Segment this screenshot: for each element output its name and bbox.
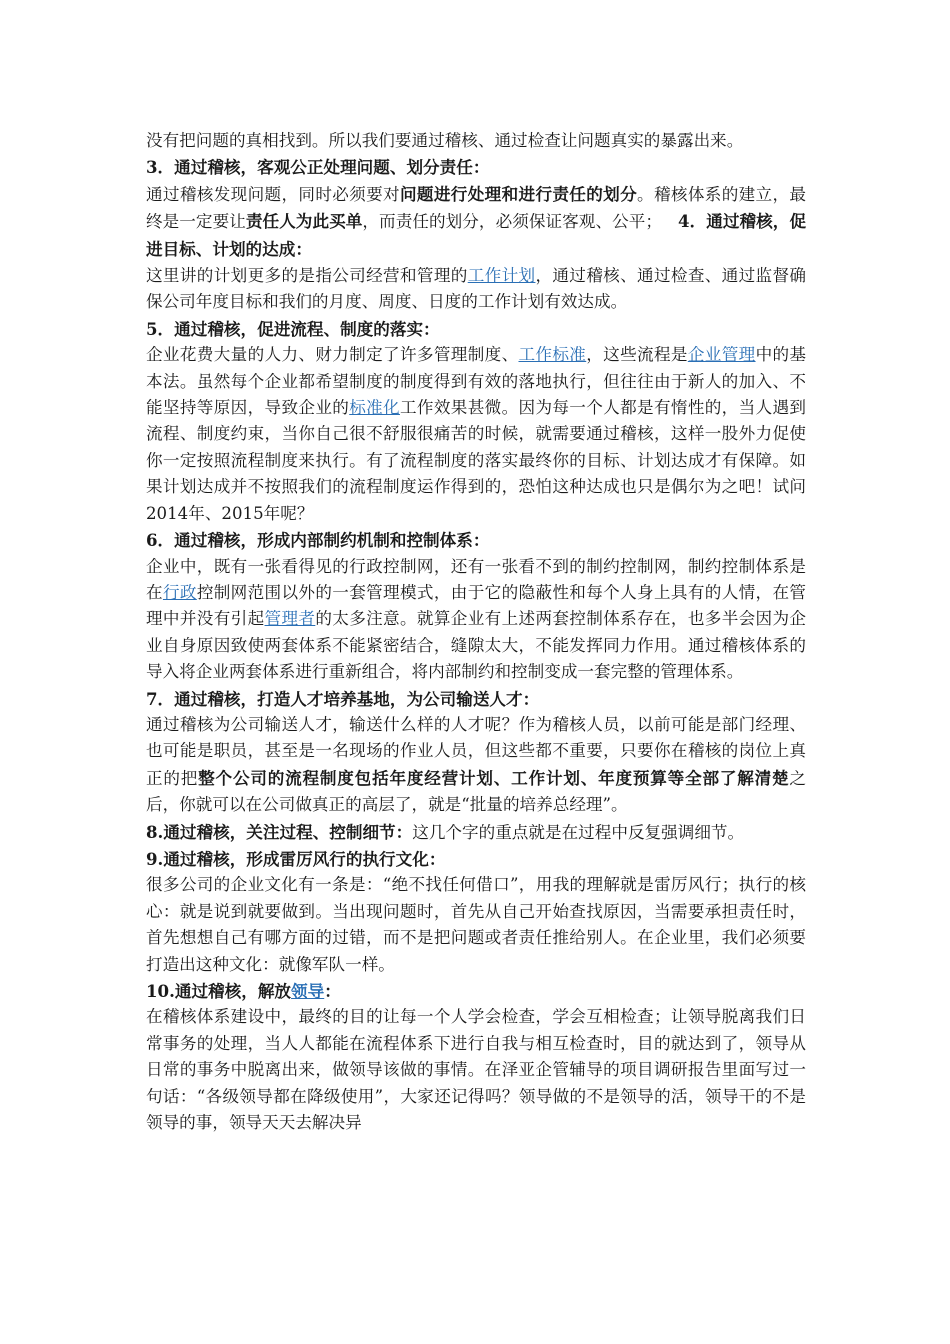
document-page	[146, 128, 806, 1136]
paragraph-5: 企业花费大量的人力、财力制定了许多管理制度、工作标准，这些流程是企业管理中的基本法。虽然每个企业都希望制度的制度得到有效的落地执行，但往往由于新人的加入、不能坚持等原因，导致企业的标准化工作效果甚微。因为每一个人都是有惰性的，当人遇到流程、制度约束，当你自己很不舒服很痛苦的时候，就需要通过稽核，这样一股外力促使你一定按照流程制度来执行。有了流程制度的落实最终你的目标、计划达成才有保障。如果计划达成并不按照我们的流程制度运作得到的，恐怕这种达成也只是偶尔为之吧！试问2014年、2015年呢？	[146, 345, 807, 523]
link-enterprise-management[interactable]: 企业管理	[687, 345, 756, 365]
heading-9: 9.通过稽核，形成雷厉风行的执行文化：	[146, 848, 446, 869]
paragraph-0: 没有把问题的真相找到。所以我们要通过稽核、通过检查让问题真实的暴露出来。	[146, 131, 744, 150]
heading-3: 3．通过稽核，客观公正处理问题、划分责任：	[146, 157, 490, 178]
link-work-standard[interactable]: 工作标准	[518, 345, 587, 365]
paragraph-4: 这里讲的计划更多的是指公司经营和管理的工作计划，通过稽核、通过检查、通过监督确保公司年度目标和我们的月度、周度、日度的工作计划有效达成。	[146, 266, 807, 312]
paragraph-7: 通过稽核为公司输送人才，输送什么样的人才呢？作为稽核人员，以前可能是部门经理、也可能是职员，甚至是一名现场的作业人员，但这些都不重要，只要你在稽核的岗位上真正的把整个公司的流程制度包括年度经营计划、工作计划、年度预算等全部了解清楚之后，你就可以在公司做真正的高层了，就是“批量的培养总经理”。	[146, 714, 807, 815]
heading-5: 5．通过稽核，促进流程、制度的落实：	[146, 318, 440, 339]
link-standardization[interactable]: 标准化	[349, 398, 400, 418]
bold-phrase: 责任人为此买单	[245, 211, 363, 232]
heading-6: 6．通过稽核，形成内部制约机制和控制体系：	[146, 530, 490, 551]
heading-4: 4．通过稽核，促进目标、计划的达成：	[146, 211, 807, 259]
paragraph-8: 8.通过稽核，关注过程、控制细节：这几个字的重点就是在过程中反复强调细节。	[146, 821, 745, 842]
paragraph-10: 在稽核体系建设中，最终的目的让每一个人学会检查，学会互相检查；让领导脱离我们日常事务的处理，当人人都能在流程体系下进行自我与相互检查时，目的就达到了，领导从日常的事务中脱离出来，做领导该做的事情。在泽亚企管辅导的项目调研报告里面写过一句话：“各级领导都在降级使用”，大家还记得吗？领导做的不是领导的活，领导干的不是领导的事，领导天天去解决异	[146, 1007, 806, 1133]
heading-7: 7．通过稽核，打造人才培养基地，为公司输送人才：	[146, 688, 540, 709]
bold-phrase: 问题进行处理和进行责任的划分	[399, 183, 638, 204]
paragraph-6: 企业中，既有一张看得见的行政控制网，还有一张看不到的制约控制网，制约控制体系是在行政控制网范围以外的一套管理模式，由于它的隐蔽性和每个人身上具有的人情，在管理中并没有引起管理者的太多注意。就算企业有上述两套控制体系存在，也多半会因为企业自身原因致使两套体系不能紧密结合，缝隙太大，不能发挥同力作用。通过稽核体系的导入将企业两套体系进行重新组合，将内部制约和控制变成一套完整的管理体系。	[146, 556, 807, 682]
heading-8: 8.通过稽核，关注过程、控制细节：	[146, 821, 413, 842]
heading-10: 10.通过稽核，解放领导：	[146, 981, 341, 1001]
paragraph-9: 很多公司的企业文化有一条是：“绝不找任何借口”，用我的理解就是雷厉风行；执行的核心：就是说到就要做到。当出现问题时，首先从自己开始查找原因，当需要承担责任时，首先想想自己有哪方面的过错，而不是把问题或者责任推给别人。在企业里，我们必须要打造出这种文化：就像军队一样。	[146, 875, 806, 974]
paragraph-3: 通过稽核发现问题，同时必须要对问题进行处理和进行责任的划分。稽核体系的建立，最终是一定要让责任人为此买单，而责任的划分，必须保证客观、公平； 4．通过稽核，促进目标、计划的达成：	[146, 183, 807, 259]
link-leadership[interactable]: 领导	[291, 981, 325, 1001]
link-manager[interactable]: 管理者	[264, 609, 316, 629]
link-administration[interactable]: 行政	[162, 582, 197, 602]
link-work-plan[interactable]: 工作计划	[467, 266, 536, 286]
bold-phrase: 整个公司的流程制度包括年度经营计划、工作计划、年度预算等全部了解清楚	[198, 767, 790, 788]
